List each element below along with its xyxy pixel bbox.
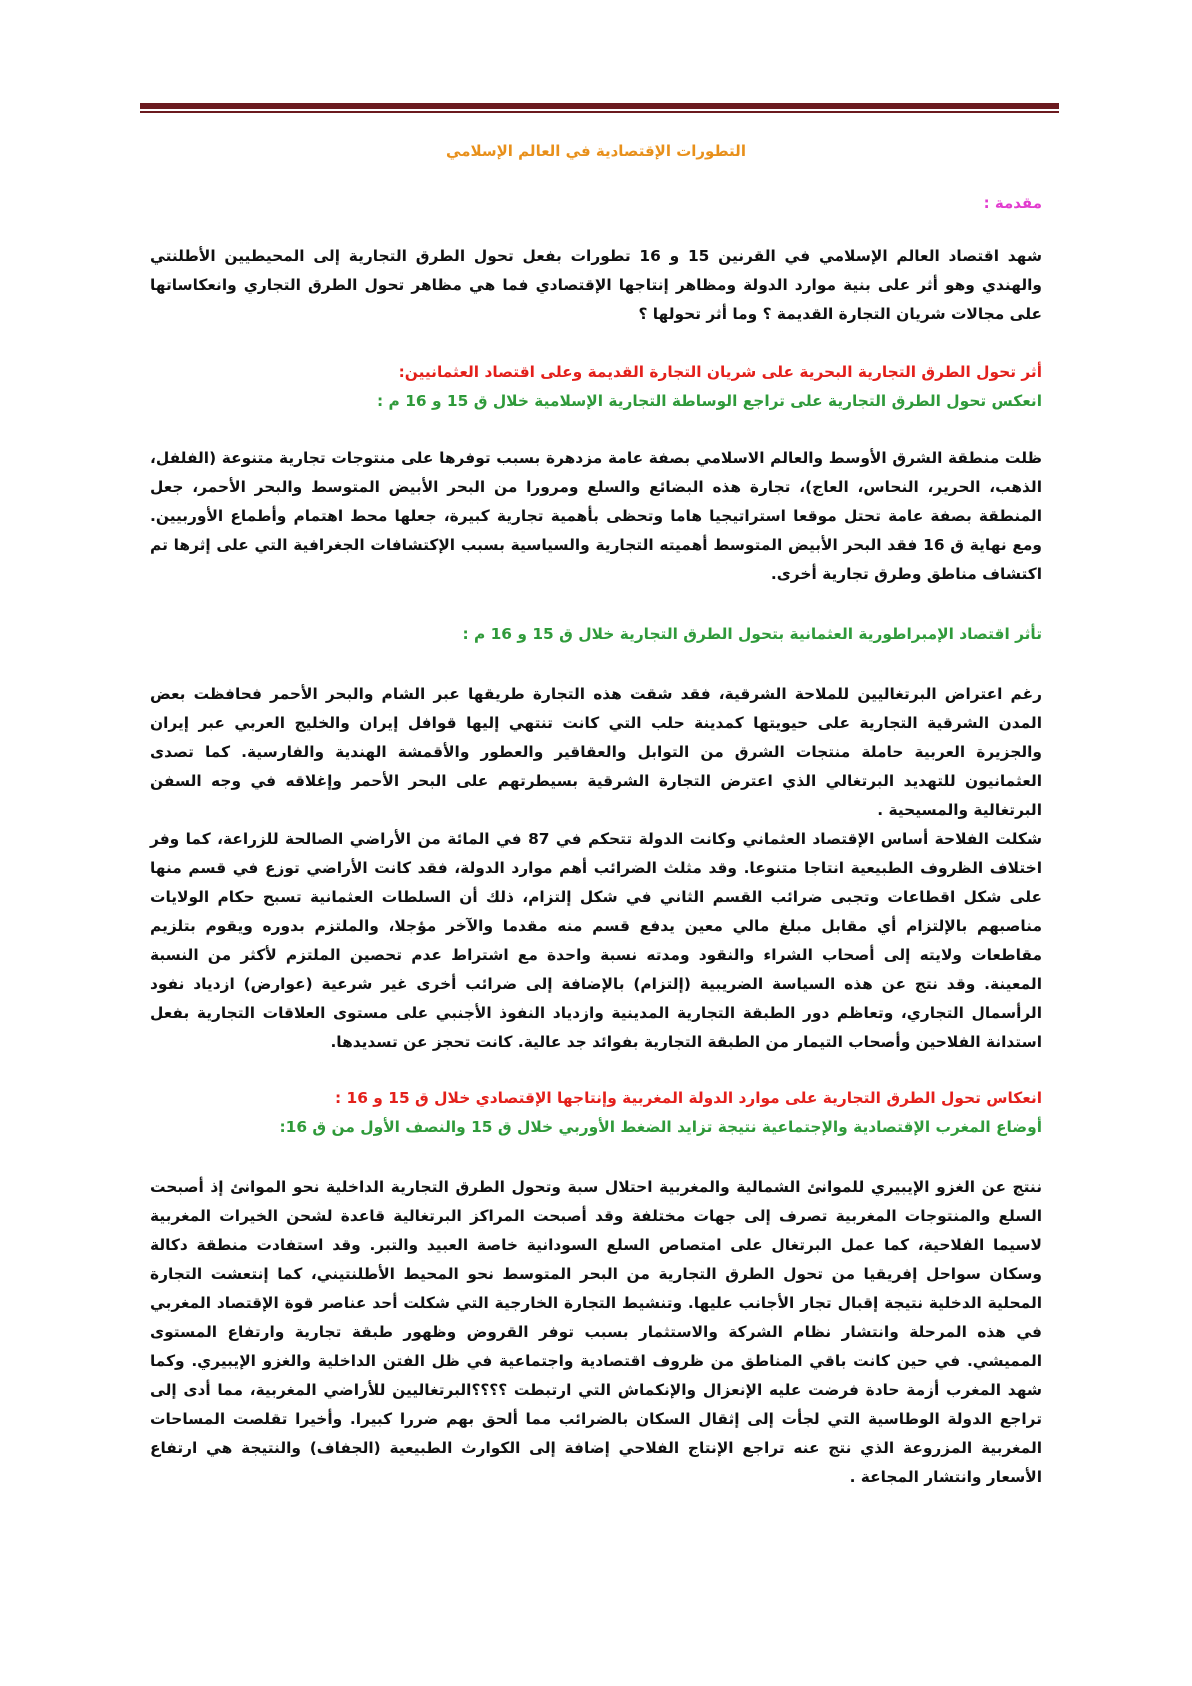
section3-heading-green: أوضاع المغرب الإقتصادية والإجتماعية نتيجة تزايد الضغط الأوربي خلال ق 15 والنصف الأول من ق 16: bbox=[279, 1118, 1042, 1136]
document-body bbox=[150, 130, 1042, 1492]
section2-paragraph-2: شكلت الفلاحة أساس الإقتصاد العثماني وكانت الدولة تتحكم في 87 في المائة من الأراضي الصالحة للزراعة، كما وفر اختلاف الظروف الطبيعية انتاجا متنوعا. وقد مثلث الضرائب أهم موارد الدولة، فقد كانت الأراضي توزع في قسم منها على شكل اقطاعات وتجبى ضرائب القسم الثاني في شكل إلتزام، ذلك أن السلطات العثمانية تسبح حكام الولايات مناصبهم بالإلتزام أي مقابل مبلغ مالي معين يدفع قسم منه مقدما والآخر مؤجلا، والملتزم بدوره ويقوم بتلزيم مقاطعات ولايته إلى أصحاب الشراء والنقود ومدته نسبة واحدة مع اشتراط عدم تحصين الملتزم لأكثر من النسبة المعينة. وقد نتج عن هذه السياسة الضريبية (إلتزام) بالإضافة إلى ضرائب أخرى غير شرعية (عوارض) ازدياد نفود الرأسمال التجاري، وتعاظم دور الطبقة التجارية المدينية وازدياد النفوذ الأجنبي على مستوى العلاقات التجارية بفعل استدانة الفلاحين وأصحاب التيمار من الطبقة التجارية بفوائد جد عالية. كانت تحجز عن تسديدها. bbox=[150, 830, 1042, 1051]
section2-paragraph-1: رغم اعتراض البرتغاليين للملاحة الشرقية، فقد شقت هذه التجارة طريقها عبر الشام والبحر الأحمر فحافظت بعض المدن الشرقية التجارية على حيويتها كمدينة حلب التي كانت تنتهي إليها قوافل إيران والخليج العربي عبر إيران والجزيرة العربية حاملة منتجات الشرق من التوابل والعقاقير والعطور والأقمشة الهندية والفارسية. كما تصدى العثمانيون للتهديد البرتغالي الذي اعترض التجارة الشرقية بسيطرتهم على البحر الأحمر وإغلاقه في وجه السفن البرتغالية والمسيحية . bbox=[150, 685, 1042, 819]
header-rule-thin bbox=[140, 111, 1059, 113]
document-title: التطورات الإقتصادية في العالم الإسلامي bbox=[446, 142, 746, 160]
section1-heading-red: أثر تحول الطرق التجارية البحرية على شريان التجارة القديمة وعلى اقتصاد العثمانيين: bbox=[398, 363, 1042, 381]
section1-paragraph: ظلت منطقة الشرق الأوسط والعالم الاسلامي بصفة عامة مزدهرة بسبب توفرها على منتوجات تجارية متنوعة (الفلفل، الذهب، الحرير، النحاس، العاج)، تجارة هذه البضائع والسلع ومرورا من البحر الأبيض المتوسط والبحر الأحمر، جعل المنطقة بصفة عامة تحتل موقعا استراتيجيا هاما وتحظى بأهمية تجارية كبيرة، جعلها محط اهتمام وأطماع الأوربيين. ومع نهاية ق 16 فقد البحر الأبيض المتوسط أهميته التجارية والسياسية بسبب الإكتشافات الجغرافية التي على إثرها تم اكتشاف مناطق وطرق تجارية أخرى. bbox=[150, 449, 1042, 583]
section3-paragraph: ننتج عن الغزو الإيبيري للموانئ الشمالية والمغربية احتلال سبة وتحول الطرق التجارية الداخلية نحو الموانئ إذ أصبحت السلع والمنتوجات المغربية تصرف إلى جهات مختلفة وقد أصبحت المراكز البرتغالية قاعدة لشحن الخيرات المغربية لاسيما الفلاحية، كما عمل البرتغال على امتصاص السلع السودانية خاصة العبيد والتبر. وقد استفادت منطقة دكالة وسكان سواحل إفريقيا من تحول الطرق التجارية من البحر المتوسط نحو المحيط الأطلنتيني، كما إنتعشت التجارة المحلية الدخلية نتيجة إقبال تجار الأجانب عليها. وتنشيط التجارة الخارجية التي شكلت أحد عناصر قوة الإقتصاد المغربي في هذه المرحلة وانتشار نظام الشركة والاستثمار بسبب توفر القروض وظهور طبقة تجارية وارتفاع المستوى المميشي. في حين كانت باقي المناطق من ظروف اقتصادية واجتماعية في ظل الفتن الداخلية والغزو الإيبيري. وكما شهد المغرب أزمة حادة فرضت عليه الإنعزال والإنكماش التي ارتبطت ؟؟؟؟البرتغاليين للأراضي المغربية، مما أدى إلى تراجع الدولة الوطاسية التي لجأت إلى إثقال السكان بالضرائب مما ألحق بهم ضررا كبيرا. وأخيرا تقلصت المساحات المغربية المزروعة الذي نتج عنه تراجع الإنتاج الفلاحي إضافة إلى الكوارث الطبيعية (الجفاف) والنتيجة هي ارتفاع الأسعار وانتشار المجاعة . bbox=[150, 1178, 1042, 1486]
intro-label: مقدمة : bbox=[983, 194, 1042, 212]
header-rule-thick bbox=[140, 103, 1059, 109]
section3-heading-red: انعكاس تحول الطرق التجارية على موارد الدولة المغربية وإنتاجها الإقتصادي خلال ق 15 و 16 : bbox=[335, 1089, 1042, 1107]
section1-heading-green: انعكس تحول الطرق التجارية على تراجع الوساطة التجارية الإسلامية خلال ق 15 و 16 م : bbox=[377, 392, 1042, 410]
intro-paragraph: شهد اقتصاد العالم الإسلامي في القرنين 15 و 16 تطورات بفعل تحول الطرق التجارية إلى المحيطيين الأطلنتي والهندي وهو أثر على بنية موارد الدولة ومظاهر إنتاجها الإقتصادي فما هي مظاهر تحول الطرق التجاري وانعكاساتها على مجالات شريان التجارة القديمة ؟ وما أثر تحولها ؟ bbox=[150, 247, 1042, 323]
section2-heading-green: تأثر اقتصاد الإمبراطورية العثمانية بتحول الطرق التجارية خلال ق 15 و 16 م : bbox=[462, 625, 1042, 643]
